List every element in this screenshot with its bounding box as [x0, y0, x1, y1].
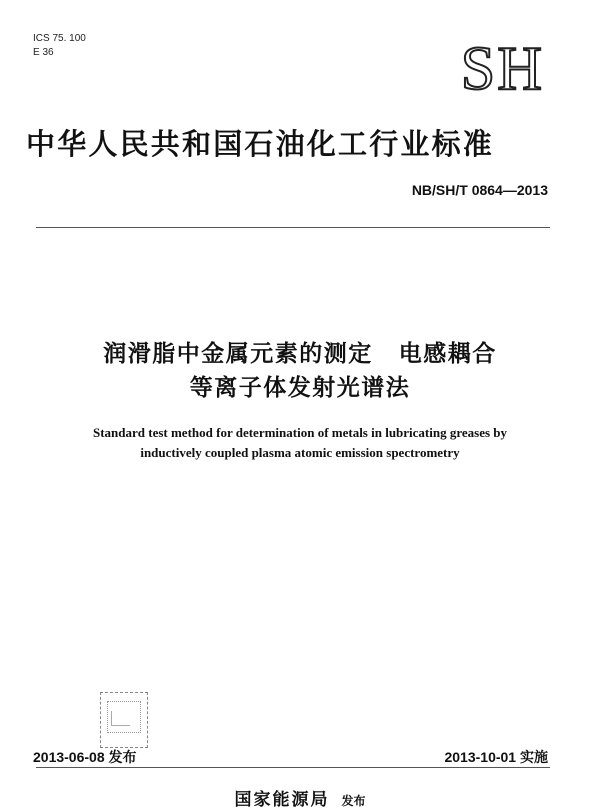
implement-date: 2013-10-01 — [444, 749, 517, 765]
classification-codes — [33, 32, 86, 60]
organization-title: 中华人民共和国石油化工行业标准 — [26, 127, 495, 161]
ics-code: ICS 75. 100 — [33, 33, 86, 44]
publisher-action: 发布 — [341, 794, 366, 808]
publisher-name: 国家能源局 — [234, 790, 330, 810]
issue-date: 2013-06-08 — [33, 749, 105, 765]
implement-date-line — [444, 747, 548, 767]
title-en-line2: inductively coupled plasma atomic emission spectrometry — [140, 445, 460, 460]
publisher — [0, 785, 600, 810]
sh-logo: SH — [460, 35, 544, 103]
title-zh-line1 — [0, 338, 600, 370]
implement-label: 实施 — [520, 749, 548, 765]
title-en-line1: Standard test method for determination of metals in lubricating greases by — [92, 425, 508, 440]
ccs-code: E 36 — [33, 47, 54, 58]
title-zh-part2: 电感耦合 — [398, 341, 497, 367]
top-divider — [36, 227, 550, 228]
official-stamp — [100, 692, 148, 748]
bottom-divider — [36, 767, 550, 768]
issue-date-line — [33, 747, 137, 767]
issue-label: 发布 — [108, 749, 137, 765]
standard-number: NB/SH/T 0864—2013 — [411, 182, 548, 198]
title-zh-line2: 等离子体发射光谱法 — [189, 375, 411, 401]
title-zh-part1: 润滑脂中金属元素的测定 — [103, 341, 373, 367]
